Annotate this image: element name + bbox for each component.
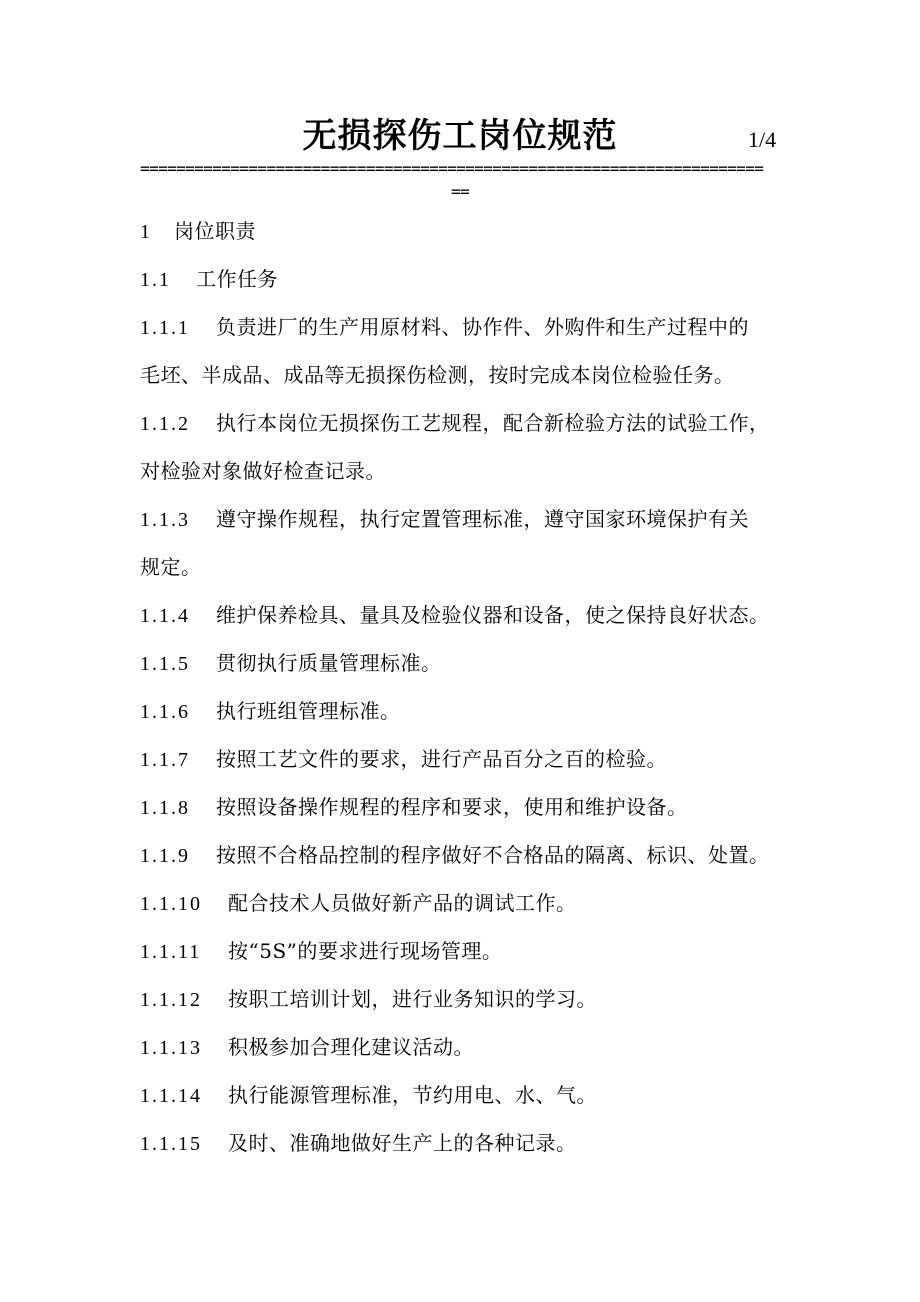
item-number: 1.1.12	[140, 989, 202, 1011]
item-number: 1.1.13	[140, 1037, 202, 1059]
item-number: 1.1.4	[140, 605, 190, 627]
item-text: 执行本岗位无损探伤工艺规程，配合新检验方法的试验工作，	[216, 411, 770, 435]
separator-rule: =====================================================================	[140, 159, 764, 178]
item-text: 维护保养检具、量具及检验仪器和设备，使之保持良好状态。	[216, 603, 770, 627]
item-number: 1.1.10	[140, 893, 202, 915]
item-text: 贯彻执行质量管理标准。	[216, 651, 442, 675]
list-item	[140, 408, 770, 439]
item-text: 负责进厂的生产用原材料、协作件、外购件和生产过程中的	[216, 315, 749, 339]
page-number: 1/4	[748, 127, 777, 152]
page-title: 无损探伤工岗位规范	[302, 116, 618, 156]
item-number: 1.1.15	[140, 1133, 202, 1155]
item-text-continued: 对检验对象做好检查记录。	[140, 459, 386, 483]
item-number: 1.1.5	[140, 653, 190, 675]
list-item	[140, 1032, 474, 1063]
section-number: 1	[140, 221, 152, 243]
list-item-continued	[140, 552, 202, 582]
item-number: 1.1.8	[140, 797, 190, 819]
item-number: 1.1.9	[140, 845, 190, 867]
list-item	[140, 1080, 597, 1111]
item-text: 按“5S”的要求进行现场管理。	[228, 939, 503, 963]
list-item	[140, 984, 597, 1015]
list-item	[140, 648, 442, 679]
item-number: 1.1.7	[140, 749, 190, 771]
item-text: 配合技术人员做好新产品的调试工作。	[228, 891, 577, 915]
item-number: 1.1.11	[140, 941, 202, 963]
item-text: 及时、准确地做好生产上的各种记录。	[228, 1131, 577, 1155]
item-text-continued: 规定。	[140, 555, 202, 579]
section-title: 岗位职责	[174, 219, 256, 243]
item-number: 1.1.2	[140, 413, 190, 435]
section-heading	[140, 216, 256, 247]
item-text: 执行班组管理标准。	[216, 699, 401, 723]
list-item	[140, 744, 667, 775]
list-item	[140, 936, 502, 967]
item-text-continued: 毛坯、半成品、成品等无损探伤检测，按时完成本岗位检验任务。	[140, 363, 735, 387]
list-item	[140, 1128, 577, 1159]
subsection-heading	[140, 264, 278, 295]
list-item	[140, 600, 770, 631]
item-number: 1.1.1	[140, 317, 190, 339]
list-item	[140, 696, 401, 727]
list-item-continued	[140, 360, 735, 390]
item-text: 按照工艺文件的要求，进行产品百分之百的检验。	[216, 747, 667, 771]
list-item	[140, 504, 749, 535]
subsection-title: 工作任务	[196, 267, 278, 291]
item-number: 1.1.3	[140, 509, 190, 531]
list-item	[140, 840, 770, 871]
item-text: 按照不合格品控制的程序做好不合格品的隔离、标识、处置。	[216, 843, 770, 867]
item-text: 遵守操作规程，执行定置管理标准，遵守国家环境保护有关	[216, 507, 749, 531]
item-number: 1.1.14	[140, 1085, 202, 1107]
subsection-number: 1.1	[140, 269, 171, 291]
list-item	[140, 888, 577, 919]
item-text: 执行能源管理标准，节约用电、水、气。	[228, 1083, 597, 1107]
separator-rule-continued: ==	[450, 182, 470, 201]
item-text: 积极参加合理化建议活动。	[228, 1035, 474, 1059]
list-item	[140, 792, 688, 823]
item-text: 按职工培训计划，进行业务知识的学习。	[228, 987, 597, 1011]
item-number: 1.1.6	[140, 701, 190, 723]
item-text: 按照设备操作规程的程序和要求，使用和维护设备。	[216, 795, 688, 819]
list-item-continued	[140, 456, 386, 486]
list-item	[140, 312, 749, 343]
